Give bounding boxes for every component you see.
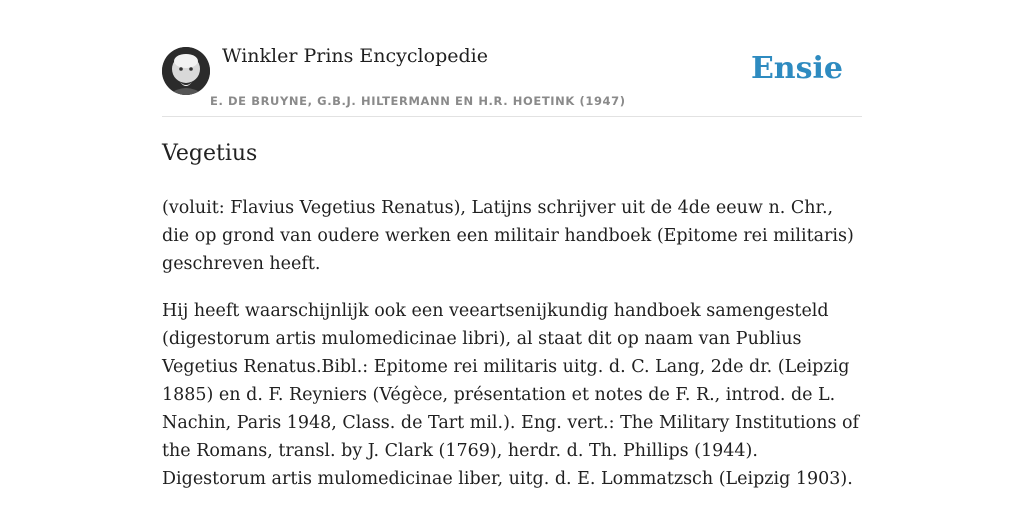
article-paragraph: (voluit: Flavius Vegetius Renatus), Latijns schrijver uit de 4de eeuw n. Chr., die op grond van oudere werken een militair handboek (Epitome rei militaris) geschreven heeft. (162, 198, 854, 274)
source-title[interactable]: Winkler Prins Encyclopedie (222, 45, 488, 67)
source-header (162, 0, 862, 117)
article-paragraph: Hij heeft waarschijnlijk ook een veeartsenijkundig handboek samengesteld (digestorum artis mulomedicinae libri), al staat dit op naam van Publius Vegetius Renatus.Bibl.: Epitome rei militaris uitg. d. C. Lang, 2de dr. (Leipzig 1885) en d. F. Reyniers (Végèce, présentation et notes de F. R., introd. de L. Nachin, Paris 1948, Class. de Tart mil.). Eng. vert.: The Military Institutions of the Romans, transl. by J. Clark (1769), herdr. d. Th. Phillips (1944). Digestorum artis mulomedicinae liber, uitg. d. E. Lommatzsch (Leipzig 1903). (162, 301, 860, 489)
page-title: Vegetius (162, 141, 258, 166)
source-authors: E. DE BRUYNE, G.B.J. HILTERMANN EN H.R. HOETINK (1947) (210, 94, 626, 108)
author-portrait-icon (162, 47, 210, 95)
brand-logo[interactable]: Ensie (750, 51, 843, 86)
article (162, 138, 862, 493)
